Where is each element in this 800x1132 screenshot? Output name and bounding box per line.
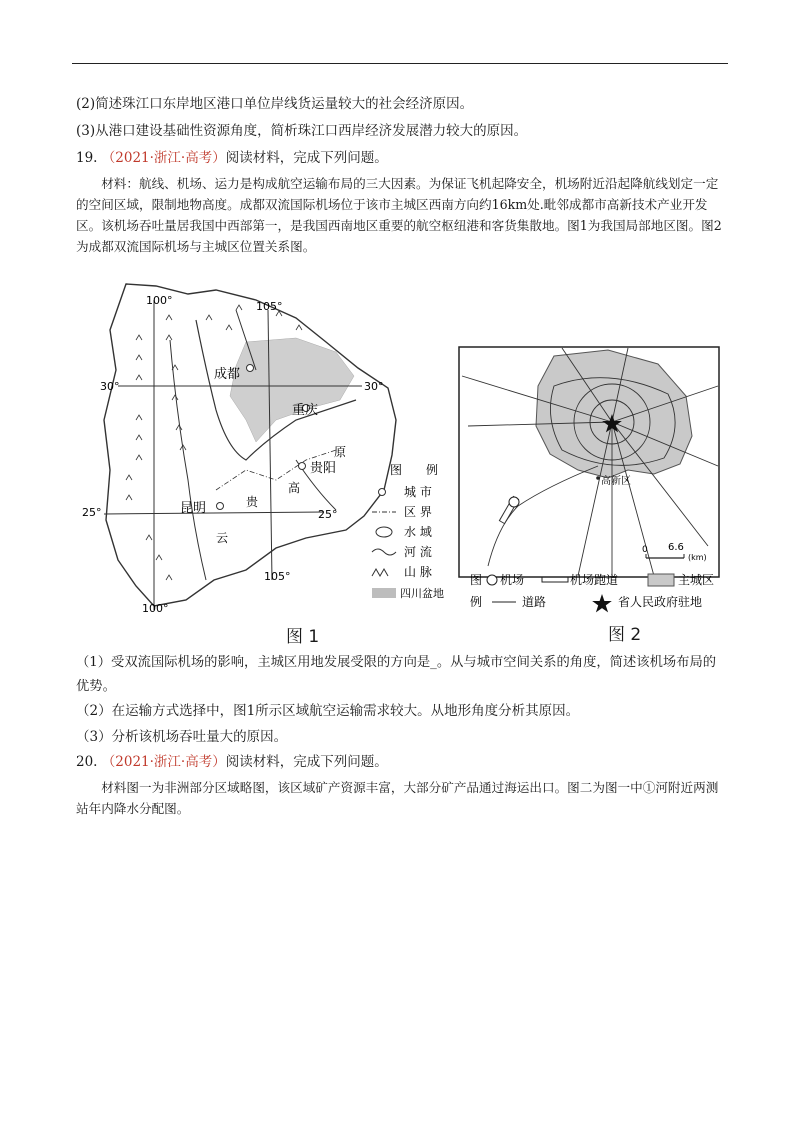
legend-title: 例 (470, 595, 483, 609)
question-20-header (76, 752, 388, 772)
lat-label: 25° (82, 506, 102, 519)
region-outline (104, 284, 396, 606)
city-chengdu-marker (247, 365, 254, 372)
legend-label: 主城区 (678, 573, 715, 587)
legend-label: 机场 (500, 573, 525, 587)
region-label: 原 (334, 445, 347, 459)
airport-icon (487, 575, 497, 585)
question-19-header (76, 148, 388, 168)
star-icon (592, 594, 612, 612)
legend-label: 山 脉 (404, 565, 432, 579)
river-2 (170, 340, 206, 580)
legend-title: 图 (470, 573, 483, 587)
legend-title: 例 (426, 463, 439, 477)
river-icon (372, 549, 396, 555)
scale-unit: (km) (688, 553, 707, 562)
airport-marker (509, 497, 519, 507)
city-label: 昆明 (180, 501, 207, 516)
question-19-sub-3: （3）分析该机场吞吐量大的原因。 (76, 729, 288, 745)
question-19-material: 材料：航线、机场、运力是构成航空运输布局的三大因素。为保证飞机起降安全，机场附近沿起降航线划定一定的空间区域，限制地物高度。成都双流国际机场位于该市主城区西南方向约16km处.毗邻成都市高新技术产业开发区。该机场吞吐量居我国中西部第一，是我国西南地区重要的航空枢纽港和客货集散地。图1为我国局部地区图。图2为成都双流国际机场与主城区位置关系图。 (76, 176, 722, 254)
lon-label: 100° (146, 294, 173, 307)
sichuan-basin-area (230, 338, 354, 442)
district-label: 高新区 (601, 476, 631, 487)
legend-label: 省人民政府驻地 (618, 595, 703, 609)
legend-label: 四川盆地 (400, 587, 444, 600)
city-label: 成都 (214, 367, 241, 382)
city-circle-icon (379, 489, 386, 496)
question-18-part-2: (2)简述珠江口东岸地区港口单位岸线货运量较大的社会经济原因。 (76, 96, 474, 112)
city-guiyang-marker (299, 463, 306, 470)
question-19-sub-2: （2）在运输方式选择中，图1所示区域航空运输需求较大。从地形角度分析其原因。 (76, 703, 580, 719)
question-number: 20. (76, 754, 98, 770)
city-kunming-marker (217, 503, 224, 510)
question-18-part-3: (3)从港口建设基础性资源角度，简析珠江口西岸经济发展潜力较大的原因。 (76, 123, 528, 139)
lon-label: 100° (142, 602, 169, 615)
water-icon (376, 527, 392, 537)
question-prompt: 阅读材料，完成下列问题。 (225, 754, 388, 770)
city-label: 重庆 (292, 403, 319, 418)
question-source: （2021·浙江·高考） (101, 150, 226, 166)
runway-icon (542, 577, 568, 582)
header-rule (72, 63, 728, 64)
question-19-sub-1: （1）受双流国际机场的影响，主城区用地发展受限的方向是_。从与城市空间关系的角度，简述该机场布局的优势。 (76, 655, 717, 694)
lon-label: 105° (256, 300, 283, 313)
lat-label: 25° (318, 508, 338, 521)
figure-2-map (458, 346, 720, 578)
figure-2-caption: 图 2 (608, 625, 642, 645)
mountain-icon (372, 569, 388, 576)
basin-pattern-icon (372, 588, 396, 598)
lat-label: 30° (364, 380, 384, 393)
lat-label: 30° (100, 380, 120, 393)
question-20-material: 材料图一为非洲部分区域略图，该区域矿产资源丰富，大部分矿产品通过海运出口。图二为图一中①河附近两测站年内降水分配图。 (76, 780, 719, 816)
figure-1-legend (370, 460, 466, 610)
legend-label: 河 流 (404, 545, 432, 559)
question-source: （2021·浙江·高考） (101, 754, 226, 770)
question-number: 19. (76, 150, 98, 166)
scale-zero: 0 (642, 545, 648, 555)
parallel-25 (104, 512, 324, 514)
district-marker (596, 476, 600, 480)
urban-area-icon (648, 574, 674, 586)
legend-label: 城 市 (404, 485, 432, 499)
scale-value: 6.6 (668, 542, 684, 553)
city-label: 贵阳 (310, 461, 337, 476)
figure-1-map (82, 280, 408, 615)
legend-title: 图 (390, 463, 403, 477)
lon-label: 105° (264, 570, 291, 583)
region-label: 贵 (246, 495, 259, 509)
region-label: 高 (288, 481, 301, 495)
legend-label: 道路 (522, 595, 547, 609)
legend-label: 水 域 (404, 525, 432, 539)
question-prompt: 阅读材料，完成下列问题。 (225, 150, 388, 166)
region-label: 云 (216, 531, 229, 545)
legend-label: 区 界 (404, 505, 432, 519)
figure-2-legend (466, 568, 728, 614)
figure-1-caption: 图 1 (286, 627, 320, 647)
legend-label: 机场跑道 (570, 573, 619, 587)
